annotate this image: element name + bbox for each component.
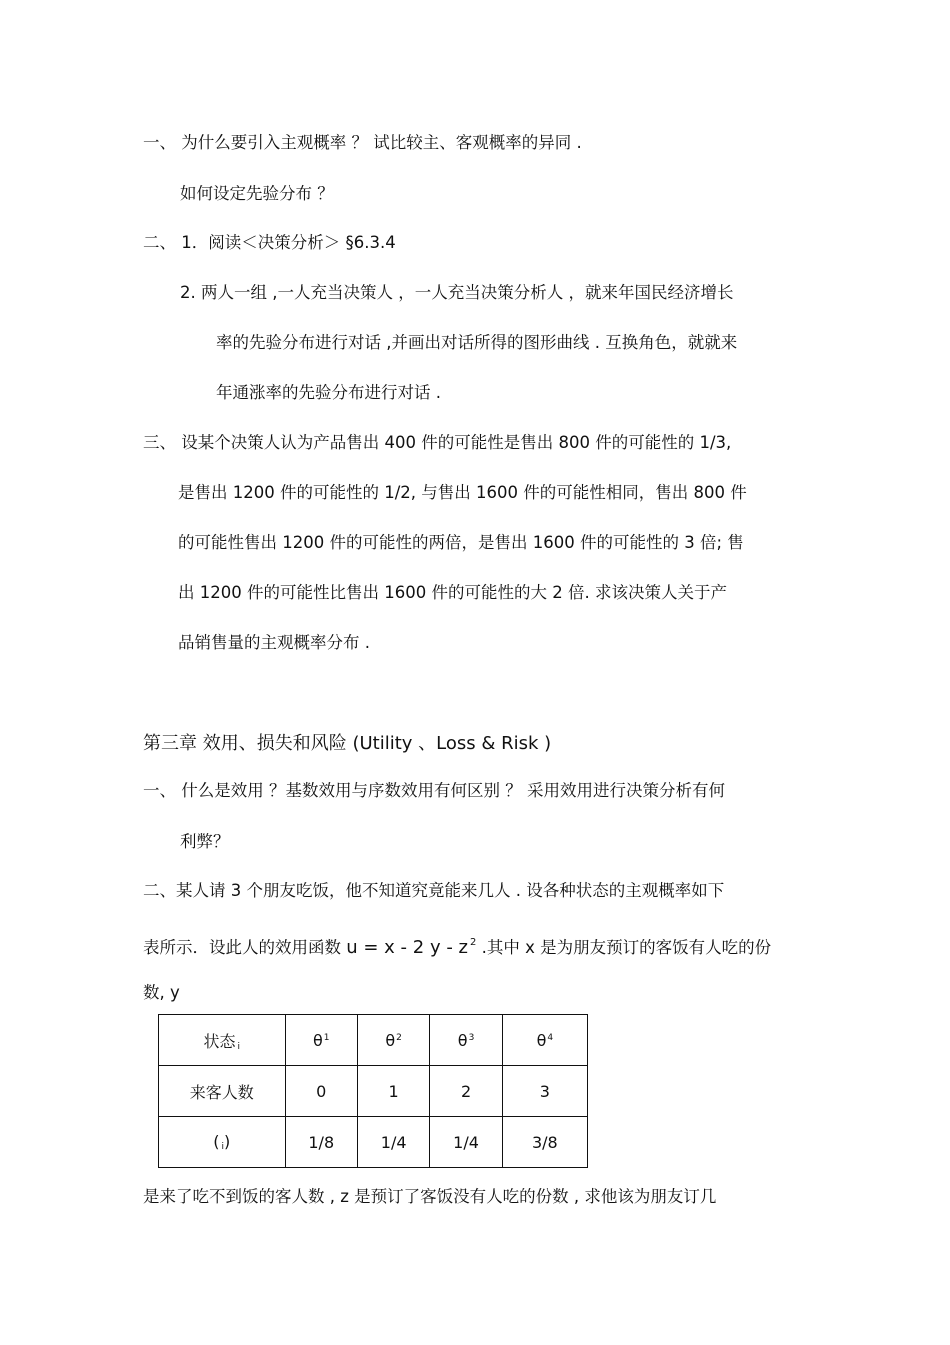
table-cell: 3/8 — [502, 1117, 587, 1168]
utility-intro-text: 表所示．设此人的效用函数 — [143, 938, 347, 957]
table-cell: 0 — [285, 1066, 357, 1117]
question-3-line-2: 是售出 1200 件的可能性的 1/2, 与售出 1600 件的可能性相同，售出 800 件 — [178, 483, 747, 502]
question-2-item-2-line-1: 2. 两人一组 ,一人充当决策人 ，一人充当决策分析人 ，就来年国民经济增长 — [180, 283, 734, 302]
chapter3-question-2-line-4: 是来了吃不到饭的客人数 , z 是预订了客饭没有人吃的份数 , 求他该为朋友订几 — [143, 1187, 717, 1206]
table-header-theta-3: $\theta^3$ — [430, 1015, 502, 1066]
table-row — [159, 1117, 588, 1168]
table-row — [159, 1066, 588, 1117]
question-3-line-1: 三、 设某个决策人认为产品售出 400 件的可能性是售出 800 件的可能性的 1/3, — [143, 433, 732, 452]
utility-formula: u = x - 2 y - z — [346, 937, 468, 958]
probability-table — [158, 1014, 588, 1168]
table-label-guests: 来客人数 — [159, 1066, 286, 1117]
question-3-line-4: 出 1200 件的可能性比售出 1600 件的可能性的大 2 倍. 求该决策人关于产 — [178, 583, 727, 602]
chapter3-question-2-line-2 — [143, 932, 771, 959]
table-header-theta-4: $\theta^4$ — [502, 1015, 587, 1066]
chapter3-question-1-line-1: 一、 什么是效用 ？基数效用与序数效用有何区别 ？ 采用效用进行决策分析有何 — [143, 781, 725, 800]
question-2-item-2-line-3: 年通涨率的先验分布进行对话 . — [216, 383, 441, 402]
utility-explain-text: .其中 x 是为朋友预订的客饭有人吃的份 — [476, 938, 772, 957]
question-1-line-2: 如何设定先验分布 ？ — [180, 184, 334, 203]
table-cell: 3 — [502, 1066, 587, 1117]
question-1-line-1: 一、 为什么要引入主观概率 ？ 试比较主、客观概率的异同 . — [143, 133, 582, 152]
chapter3-question-2-line-1: 二、某人请 3 个朋友吃饭，他不知道究竟能来几人 . 设各种状态的主观概率如下 — [143, 881, 725, 900]
question-2-item-1: 二、 1．阅读＜决策分析＞ §6.3.4 — [143, 233, 396, 252]
table-label-probability: ( $_i$) — [159, 1117, 286, 1168]
utility-formula-exponent: 2 — [470, 937, 477, 948]
table-cell: 2 — [430, 1066, 502, 1117]
question-3-line-5: 品销售量的主观概率分布 . — [178, 633, 370, 652]
table-header-theta-2: $\theta^2$ — [357, 1015, 429, 1066]
table-cell: 1/4 — [357, 1117, 429, 1168]
question-2-item-2-line-2: 率的先验分布进行对话 ,并画出对话所得的图形曲线 . 互换角色，就就来 — [216, 333, 738, 352]
table-header-state: 状态 $_i$ — [159, 1015, 286, 1066]
chapter3-question-2-line-3: 数, y — [143, 983, 180, 1002]
table-row — [159, 1015, 588, 1066]
table-header-theta-1: $\theta^1$ — [285, 1015, 357, 1066]
table-cell: 1/4 — [430, 1117, 502, 1168]
chapter3-question-1-line-2: 利弊？ — [180, 832, 230, 851]
table-cell: 1/8 — [285, 1117, 357, 1168]
chapter-heading: 第三章 效用、损失和风险 (Utility 、Loss & Risk ) — [143, 733, 552, 754]
table-cell: 1 — [357, 1066, 429, 1117]
question-3-line-3: 的可能性售出 1200 件的可能性的两倍，是售出 1600 件的可能性的 3 倍; 售 — [178, 533, 744, 552]
